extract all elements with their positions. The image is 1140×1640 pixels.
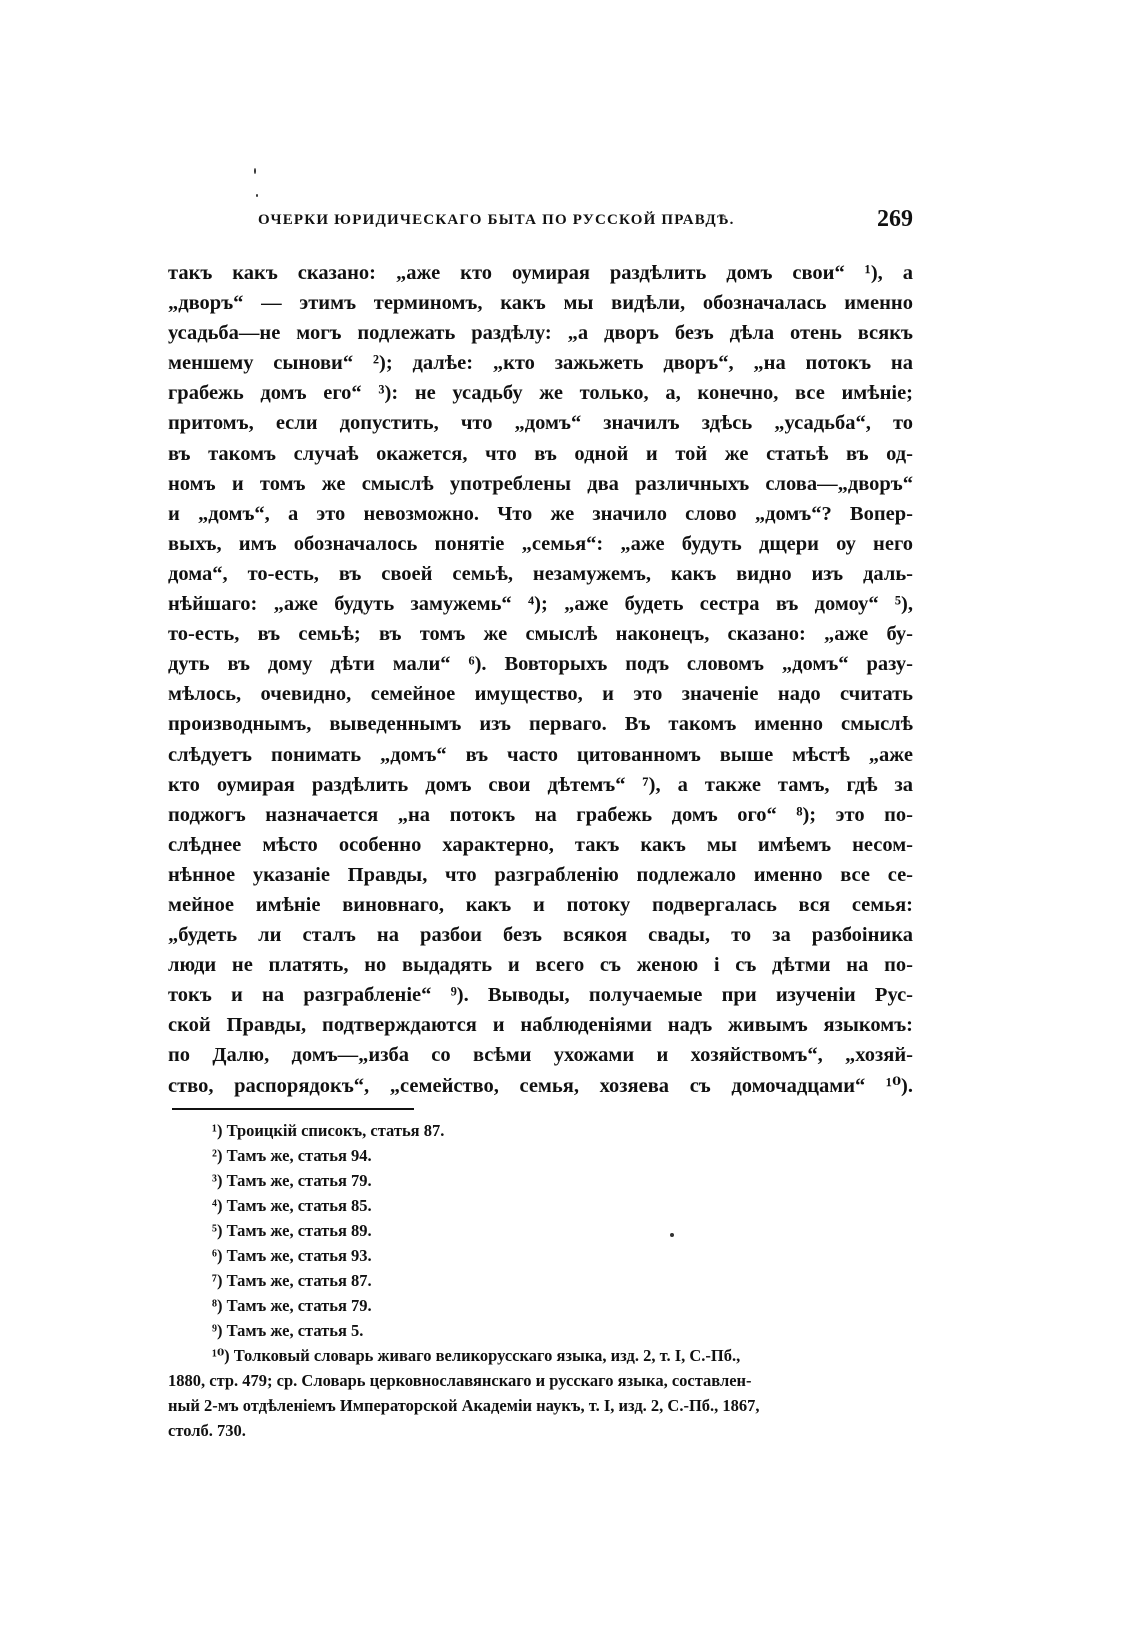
- text-line: „будеть ли сталъ на разбои безъ всякоя свады, то за разбоіника: [168, 924, 913, 947]
- page-header: [258, 206, 913, 238]
- footnote: ⁵) Тамъ же, статья 89.: [212, 1221, 372, 1240]
- text-line: грабежь домъ его“ ³): не усадьбу же только, а, конечно, все имѣніе;: [168, 382, 913, 405]
- footnote-10-line: ный 2-мъ отдѣленіемъ Императорской Академіи наукъ, т. I, изд. 2, С.-Пб., 1867,: [168, 1396, 760, 1415]
- scan-speck: [254, 168, 256, 174]
- text-line: „дворъ“ — этимъ терминомъ, какъ мы видѣли, обозначалась именно: [168, 292, 913, 315]
- text-line: ство, распорядокъ“, „семейство, семья, хозяева съ домочадцами“ ¹⁰).: [168, 1074, 913, 1097]
- footnote-10-line: 1880, стр. 479; ср. Словарь церковнославянскаго и русскаго языка, составлен-: [168, 1371, 752, 1390]
- text-line: токъ и на разграбленіе“ ⁹). Выводы, получаемые при изученіи Рус-: [168, 984, 913, 1007]
- text-line: въ такомъ случаѣ окажется, что въ одной и той же статьѣ въ од-: [168, 442, 913, 465]
- footnote: ⁹) Тамъ же, статья 5.: [212, 1321, 364, 1340]
- text-line: и „домъ“, а это невозможно. Что же значило слово „домъ“? Вопер-: [168, 502, 913, 525]
- page-number: 269: [877, 206, 913, 232]
- footnote-10-line: ¹⁰) Толковый словарь живаго великорусскаго языка, изд. 2, т. I, С.-Пб.,: [212, 1346, 741, 1365]
- scan-speck: [670, 1233, 674, 1237]
- footnote: ³) Тамъ же, статья 79.: [212, 1171, 372, 1190]
- main-text: [168, 258, 913, 1101]
- text-line: мейное имѣніе виновнаго, какъ и потоку подвергалась вся семья:: [168, 893, 913, 916]
- text-line: нѣйшаго: „аже будуть замужемь“ ⁴); „аже будеть сестра въ домоу“ ⁵),: [168, 593, 913, 616]
- footnote: ¹) Троицкій списокъ, статья 87.: [212, 1121, 445, 1140]
- running-title: ОЧЕРКИ ЮРИДИЧЕСКАГО БЫТА ПО РУССКОЙ ПРАВДѢ.: [258, 212, 735, 228]
- text-line: по Далю, домъ—„изба со всѣми ухожами и хозяйствомъ“, „хозяй-: [168, 1044, 913, 1067]
- text-line: номъ и томъ же смыслѣ употреблены два различныхъ слова—„дворъ“: [168, 472, 913, 495]
- text-line: такъ какъ сказано: „аже кто оумирая раздѣлить домъ свои“ ¹), а: [168, 262, 913, 284]
- text-line: то-есть, въ семьѣ; въ томъ же смыслѣ наконецъ, сказано: „аже бу-: [168, 623, 913, 646]
- footnote: ⁷) Тамъ же, статья 87.: [212, 1271, 372, 1290]
- text-line: мѣлось, очевидно, семейное имущество, и это значеніе надо считать: [168, 683, 913, 706]
- text-line: ской Правды, подтверждаются и наблюденіями надъ живымъ языкомъ:: [168, 1014, 913, 1037]
- text-line: люди не платять, но выдадять и всего съ женою і съ дѣтми на по-: [168, 954, 913, 977]
- text-line: дома“, то-есть, въ своей семьѣ, незамужемъ, какъ видно изъ даль-: [168, 562, 913, 585]
- text-line: притомъ, если допустить, что „домъ“ значилъ здѣсь „усадьба“, то: [168, 412, 913, 435]
- footnote: ⁴) Тамъ же, статья 85.: [212, 1196, 372, 1215]
- text-line: нѣнное указаніе Правды, что разграбленію подлежало именно все се-: [168, 863, 913, 886]
- text-line: выхъ, имъ обозначалось понятіе „семья“: „аже будуть дщери оу него: [168, 532, 913, 555]
- footnote-10: [168, 1343, 913, 1443]
- text-line: поджогъ назначается „на потокъ на грабежь домъ ого“ ⁸); это по-: [168, 803, 913, 826]
- text-line: производнымъ, выведеннымъ изъ перваго. Въ такомъ именно смыслѣ: [168, 713, 913, 736]
- text-line: дуть въ дому дѣти мали“ ⁶). Вовторыхъ подъ словомъ „домъ“ разу-: [168, 653, 913, 676]
- text-line: слѣднее мѣсто особенно характерно, такъ какъ мы имѣемъ несом-: [168, 833, 913, 856]
- footnotes: [168, 1118, 913, 1443]
- footnote: ⁶) Тамъ же, статья 93.: [212, 1246, 372, 1265]
- text-line: меншему сынови“ ²); далѣе: „кто зажьжеть дворъ“, „на потокъ на: [168, 352, 913, 375]
- footnote-10-line: столб. 730.: [168, 1421, 246, 1440]
- scan-speck: [256, 194, 258, 197]
- text-line: усадьба—не могъ подлежать раздѣлу: „а дворъ безъ дѣла отень всякъ: [168, 322, 913, 345]
- footnote: ⁸) Тамъ же, статья 79.: [212, 1296, 372, 1315]
- footnote-rule: [172, 1108, 414, 1110]
- footnote: ²) Тамъ же, статья 94.: [212, 1146, 372, 1165]
- text-line: кто оумирая раздѣлить домъ свои дѣтемъ“ ⁷), а также тамъ, гдѣ за: [168, 773, 913, 796]
- text-line: слѣдуетъ понимать „домъ“ въ часто цитованномъ выше мѣстѣ „аже: [168, 743, 913, 766]
